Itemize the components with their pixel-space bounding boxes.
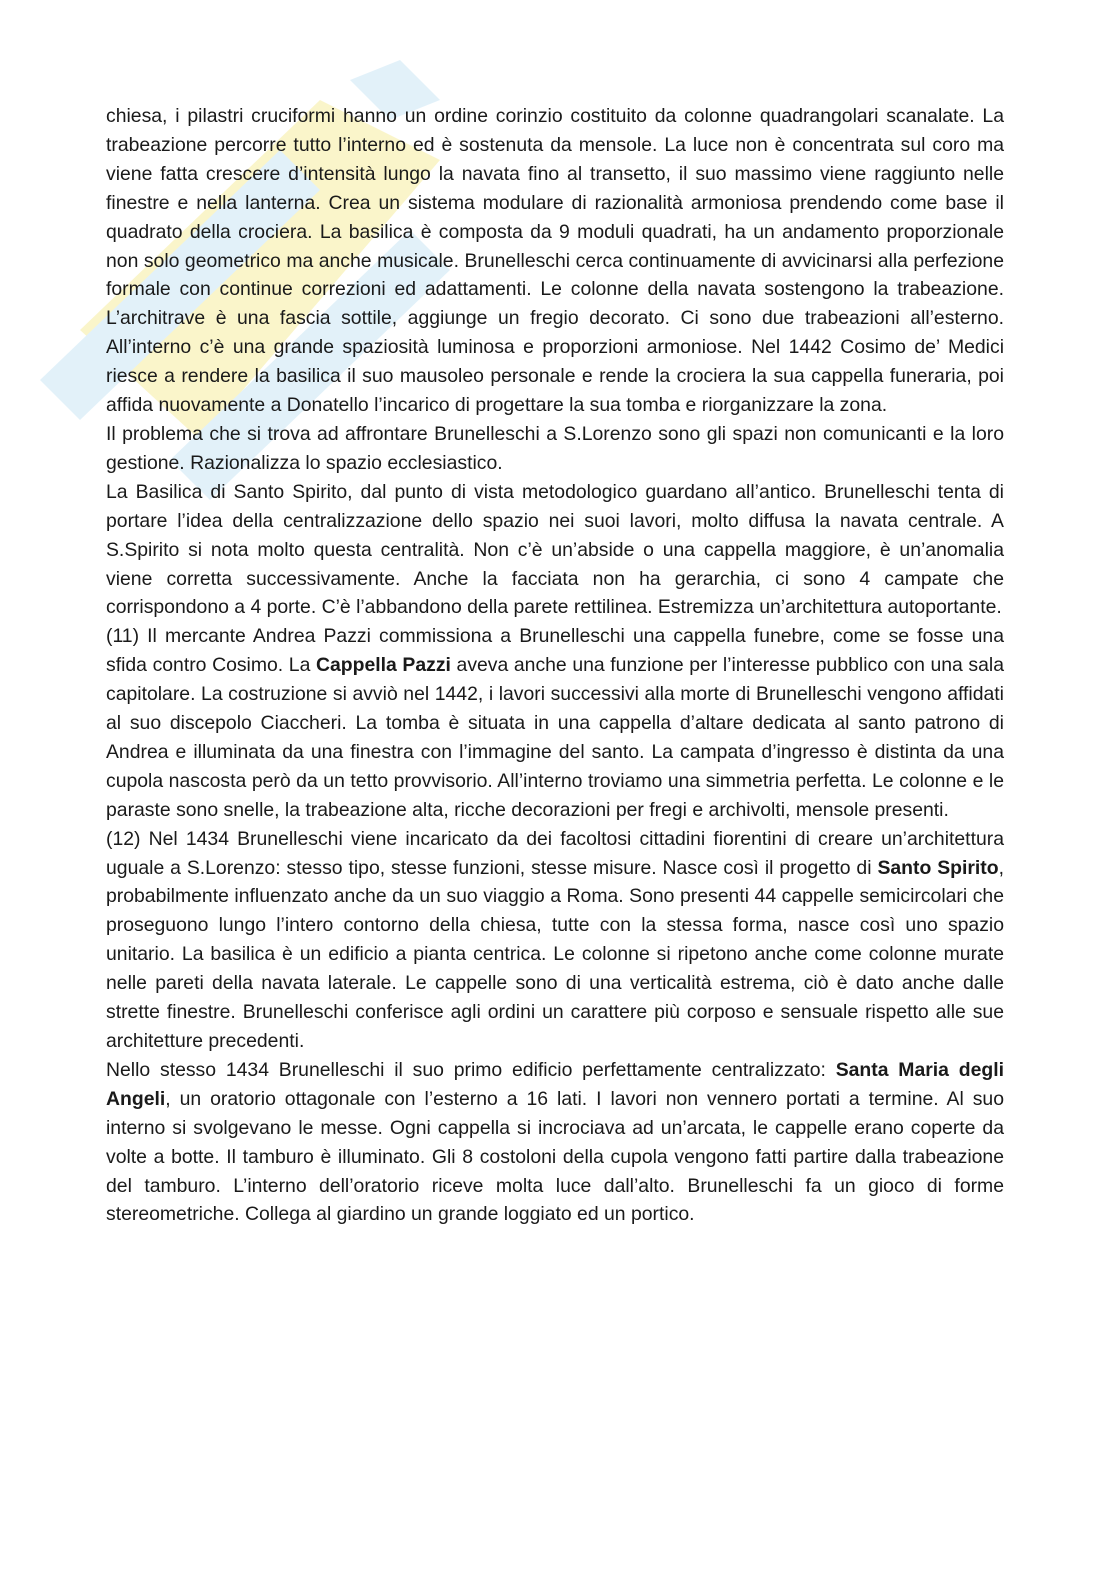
- bold-term: Cappella Pazzi: [315, 654, 451, 677]
- text-segment: aveva anche una funzione per l’interesse pubblico con una sala capitolare. La costruzione si avviò nel 1442, i lavori successivi alla morte di Brunelleschi vengono affidati al suo discepolo Ciaccheri. La tomba è situata in una cappella d’altare dedicata al santo patrono di Andrea e illuminata da una finestra con l’immagine del santo. La campata d’ingresso è distinta da una cupola nascosta però da un tetto provvisorio. All’interno troviamo una simmetria perfetta. Le colonne e le paraste sono snelle, la trabeazione alta, ricche decorazioni per fregi e archivolti, mensole presenti.: [106, 654, 1005, 821]
- text-segment: , probabilmente influenzato anche da un suo viaggio a Roma. Sono presenti 44 cappelle semicircolari che proseguono lungo l’intero contorno della chiesa, tutte con la stessa forma, nasce così uno spazio unitario. La basilica è un edificio a pianta centrica. Le colonne si ripetono anche come colonne murate nelle pareti della navata laterale. Le cappelle sono di una verticalità estrema, ciò è dato anche dalle strette finestre. Brunelleschi conferisce agli ordini un carattere più corposo e sensuale rispetto alle sue architetture precedenti.: [106, 856, 1004, 1052]
- paragraph-p6: [106, 1056, 1004, 1229]
- bold-term: Santo Spirito: [877, 856, 999, 879]
- text-segment: (11) Il mercante Andrea Pazzi commissiona a Brunelleschi una cappella funebre, come se fosse una sfida contro Cosimo. La: [106, 625, 1004, 677]
- text-segment: Nello stesso 1434 Brunelleschi il suo primo edificio perfettamente centralizzato:: [106, 1058, 836, 1081]
- bold-term: Santa Maria degli Angeli: [106, 1058, 1005, 1110]
- text-segment: , un oratorio ottagonale con l’esterno a 16 lati. I lavori non vennero portati a termine. Al suo interno si svolgevano le messe. Ogni cappella si incrociava ad un’arcata, le cappelle erano coperte da volte a botte. Il tamburo è illuminato. Gli 8 costoloni della cupola vengono fatti partire dalla trabeazione del tamburo. L’interno dell’oratorio riceve molta luce dall’alto. Brunelleschi fa un gioco di forme stereometriche. Collega al giardino un grande loggiato ed un portico.: [106, 1087, 1004, 1226]
- text-segment: (12) Nel 1434 Brunelleschi viene incaricato da dei facoltosi cittadini fiorentini di creare un’architettura uguale a S.Lorenzo: stesso tipo, stesse funzioni, stesse misure. Nasce così il progetto di: [106, 827, 1004, 879]
- paragraph-p1: [106, 102, 1004, 420]
- paragraph-p3: [106, 478, 1004, 623]
- text-segment: chiesa, i pilastri cruciformi hanno un ordine corinzio costituito da colonne quadrangolari scanalate. La trabeazione percorre tutto l’interno ed è sostenuta da mensole. La luce non è concentrata sul coro ma viene fatta crescere d’intensità lungo la navata fino al transetto, il suo massimo viene raggiunto nelle finestre e nella lanterna. Crea un sistema modulare di razionalità armoniosa prendendo come base il quadrato della crociera. La basilica è composta da 9 moduli quadrati, ha un andamento proporzionale non solo geometrico ma anche musicale. Brunelleschi cerca continuamente di avvicinarsi alla perfezione formale con continue correzioni ed adattamenti. Le colonne della navata sostengono la trabeazione. L’architrave è una fascia sottile, aggiunge un fregio decorato. Ci sono due trabeazioni all’esterno. All’interno c’è una grande spaziosità luminosa e proporzioni armoniose. Nel 1442 Cosimo de’ Medici riesce a rendere la basilica il suo mausoleo personale e rende la crociera la sua cappella funeraria, poi affida nuovamente a Donatello l’incarico di progettare la sua tomba e riorganizzare la zona.: [106, 105, 1004, 417]
- paragraph-p4: [106, 622, 1004, 824]
- document-body: [106, 102, 1004, 1229]
- text-segment: La Basilica di Santo Spirito, dal punto di vista metodologico guardano all’antico. Brunelleschi tenta di portare l’idea della centralizzazione dello spazio nei suoi lavori, molto diffusa la navata centrale. A S.Spirito si nota molto questa centralità. Non c’è un’abside o una cappella maggiore, è un’anomalia viene corretta successivamente. Anche la facciata non ha gerarchia, ci sono 4 campate che corrispondono a 4 porte. C’è l’abbandono della parete rettilinea. Estremizza un’architettura autoportante.: [106, 480, 1004, 619]
- paragraph-p5: [106, 825, 1004, 1056]
- text-segment: Il problema che si trova ad affrontare Brunelleschi a S.Lorenzo sono gli spazi non comunicanti e la loro gestione. Razionalizza lo spazio ecclesiastico.: [106, 422, 1004, 474]
- paragraph-p2: [106, 420, 1004, 478]
